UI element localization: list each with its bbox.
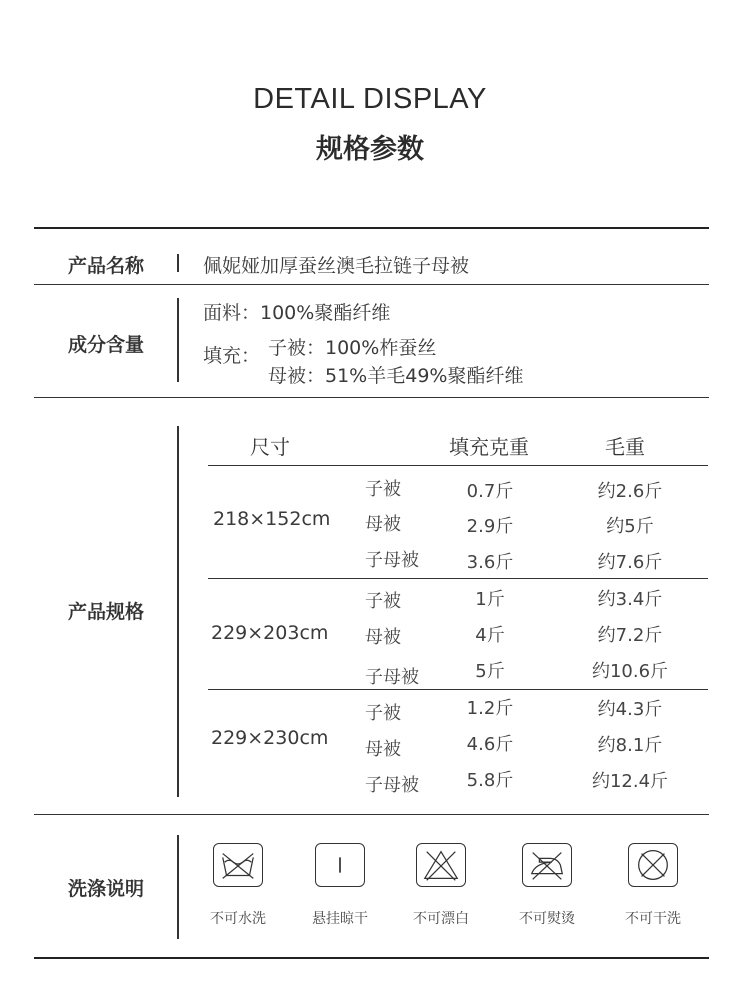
- product-name-label: 产品名称: [68, 255, 145, 277]
- fill-label: 填充：: [203, 345, 261, 367]
- no-iron-icon: [522, 843, 572, 887]
- row-divider: [34, 814, 709, 815]
- fill-cell: 5.8斤: [466, 770, 514, 791]
- product-name-value: 佩妮娅加厚蚕丝澳毛拉链子母被: [203, 255, 470, 277]
- type-cell: 子母被: [365, 667, 419, 688]
- column-header-size: 尺寸: [250, 435, 290, 459]
- gross-cell: 约4.3斤: [597, 699, 663, 720]
- type-cell: 母被: [365, 627, 401, 648]
- fill-cell: 3.6斤: [466, 552, 514, 573]
- type-cell: 母被: [365, 514, 401, 535]
- fill-cell: 5斤: [475, 661, 505, 682]
- size-cell: 229×230cm: [211, 727, 329, 749]
- wash-label: 不可干洗: [625, 911, 681, 927]
- bottom-rule: [34, 957, 709, 959]
- separator-bar: [177, 835, 179, 939]
- gross-cell: 约7.6斤: [597, 552, 663, 573]
- composition-label: 成分含量: [68, 334, 145, 356]
- no-wash-icon: [213, 843, 263, 887]
- gross-cell: 约10.6斤: [591, 661, 669, 682]
- wash-label: 不可水洗: [210, 911, 266, 927]
- gross-cell: 约5斤: [606, 516, 654, 537]
- type-cell: 子被: [365, 479, 401, 500]
- size-cell: 229×203cm: [211, 622, 329, 644]
- title-cn: 规格参数: [316, 134, 424, 165]
- type-cell: 子母被: [365, 550, 419, 571]
- table-header-rule: [208, 465, 708, 466]
- wash-label: 不可熨烫: [519, 911, 575, 927]
- row-divider: [34, 284, 709, 285]
- fill-cell: 1.2斤: [466, 698, 514, 719]
- type-cell: 母被: [365, 739, 401, 760]
- specs-label: 产品规格: [68, 601, 145, 623]
- fill-line-child: 子被：100%柞蚕丝: [268, 337, 437, 359]
- title-en: DETAIL DISPLAY: [253, 83, 487, 115]
- fill-cell: 4斤: [475, 625, 505, 646]
- wash-label: 悬挂晾干: [312, 911, 368, 927]
- column-header-fill-weight: 填充克重: [449, 435, 529, 459]
- washing-label: 洗涤说明: [68, 878, 145, 900]
- type-cell: 子被: [365, 703, 401, 724]
- top-rule: [34, 227, 709, 229]
- no-dry-clean-icon: [628, 843, 678, 887]
- fill-line-mother: 母被：51%羊毛49%聚酯纤维: [268, 365, 524, 387]
- gross-cell: 约3.4斤: [597, 589, 663, 610]
- fill-cell: 1斤: [475, 589, 505, 610]
- fill-cell: 2.9斤: [466, 516, 514, 537]
- size-cell: 218×152cm: [213, 508, 331, 530]
- column-header-gross-weight: 毛重: [605, 435, 645, 459]
- line-dry-icon: [315, 843, 365, 887]
- gross-cell: 约2.6斤: [597, 481, 663, 502]
- fabric-text: 面料：100%聚酯纤维: [203, 302, 391, 324]
- fill-cell: 0.7斤: [466, 481, 514, 502]
- gross-cell: 约7.2斤: [597, 625, 663, 646]
- wash-label: 不可漂白: [413, 911, 469, 927]
- row-divider: [34, 397, 709, 398]
- group-divider: [208, 689, 708, 690]
- type-cell: 子被: [365, 591, 401, 612]
- separator-bar: [177, 426, 179, 797]
- type-cell: 子母被: [365, 775, 419, 796]
- fill-cell: 4.6斤: [466, 734, 514, 755]
- gross-cell: 约12.4斤: [591, 771, 669, 792]
- gross-cell: 约8.1斤: [597, 735, 663, 756]
- group-divider: [208, 578, 708, 579]
- separator-bar: [177, 254, 179, 272]
- no-bleach-icon: [416, 843, 466, 887]
- separator-bar: [177, 298, 179, 382]
